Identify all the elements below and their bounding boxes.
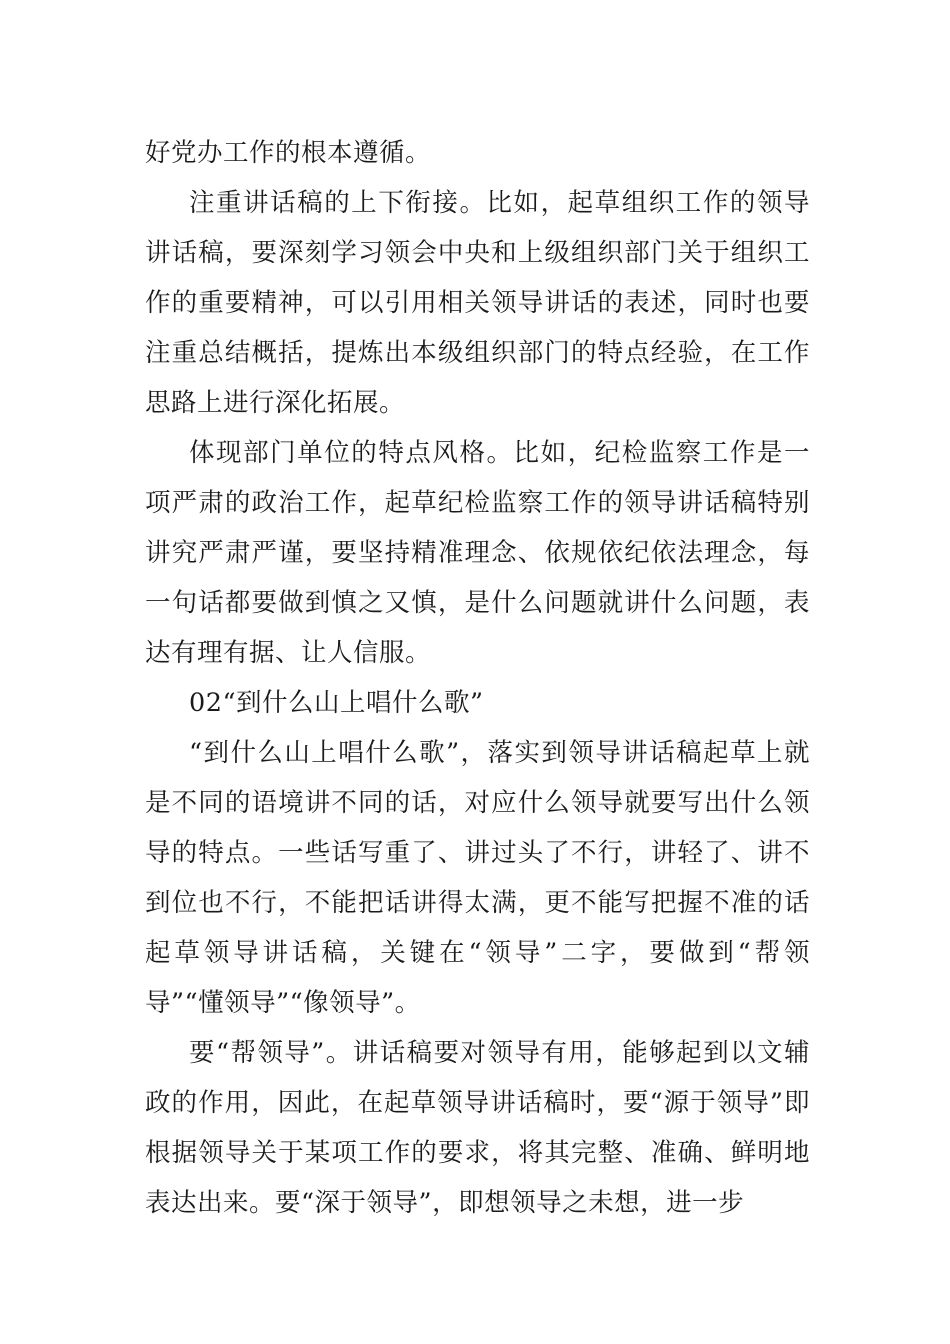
paragraph-continuation: 好党办工作的根本遵循。 bbox=[145, 138, 432, 168]
paragraph-speech-continuity: 注重讲话稿的上下衔接。比如，起草组织工作的领导讲话稿，要深刻学习领会中央和上级组织部门关于组织工作的重要精神，可以引用相关领导讲话的表述，同时也要注重总结概括，提炼出本级组织部门的特点经验，在工作思路上进行深化拓展。 bbox=[145, 188, 810, 418]
document-body bbox=[145, 128, 810, 1228]
paragraph-help-leader: 要“帮领导”。讲话稿要对领导有用，能够起到以文辅政的作用，因此，在起草领导讲话稿时，要“源于领导”即根据领导关于某项工作的要求，将其完整、准确、鲜明地表达出来。要“深于领导”，即想领导之未想，进一步 bbox=[145, 1038, 810, 1218]
section-heading-02: 02“到什么山上唱什么歌” bbox=[189, 688, 484, 718]
paragraph-different-context: “到什么山上唱什么歌”，落实到领导讲话稿起草上就是不同的语境讲不同的话，对应什么领导就要写出什么领导的特点。一些话写重了、讲过头了不行，讲轻了、讲不到位也不行，不能把话讲得太满，更不能写把握不准的话起草领导讲话稿，关键在“领导”二字，要做到“帮领导”“懂领导”“像领导”。 bbox=[145, 738, 810, 1018]
paragraph-department-style: 体现部门单位的特点风格。比如，纪检监察工作是一项严肃的政治工作，起草纪检监察工作的领导讲话稿特别讲究严肃严谨，要坚持精准理念、依规依纪依法理念，每一句话都要做到慎之又慎，是什么问题就讲什么问题，表达有理有据、让人信服。 bbox=[145, 438, 810, 668]
